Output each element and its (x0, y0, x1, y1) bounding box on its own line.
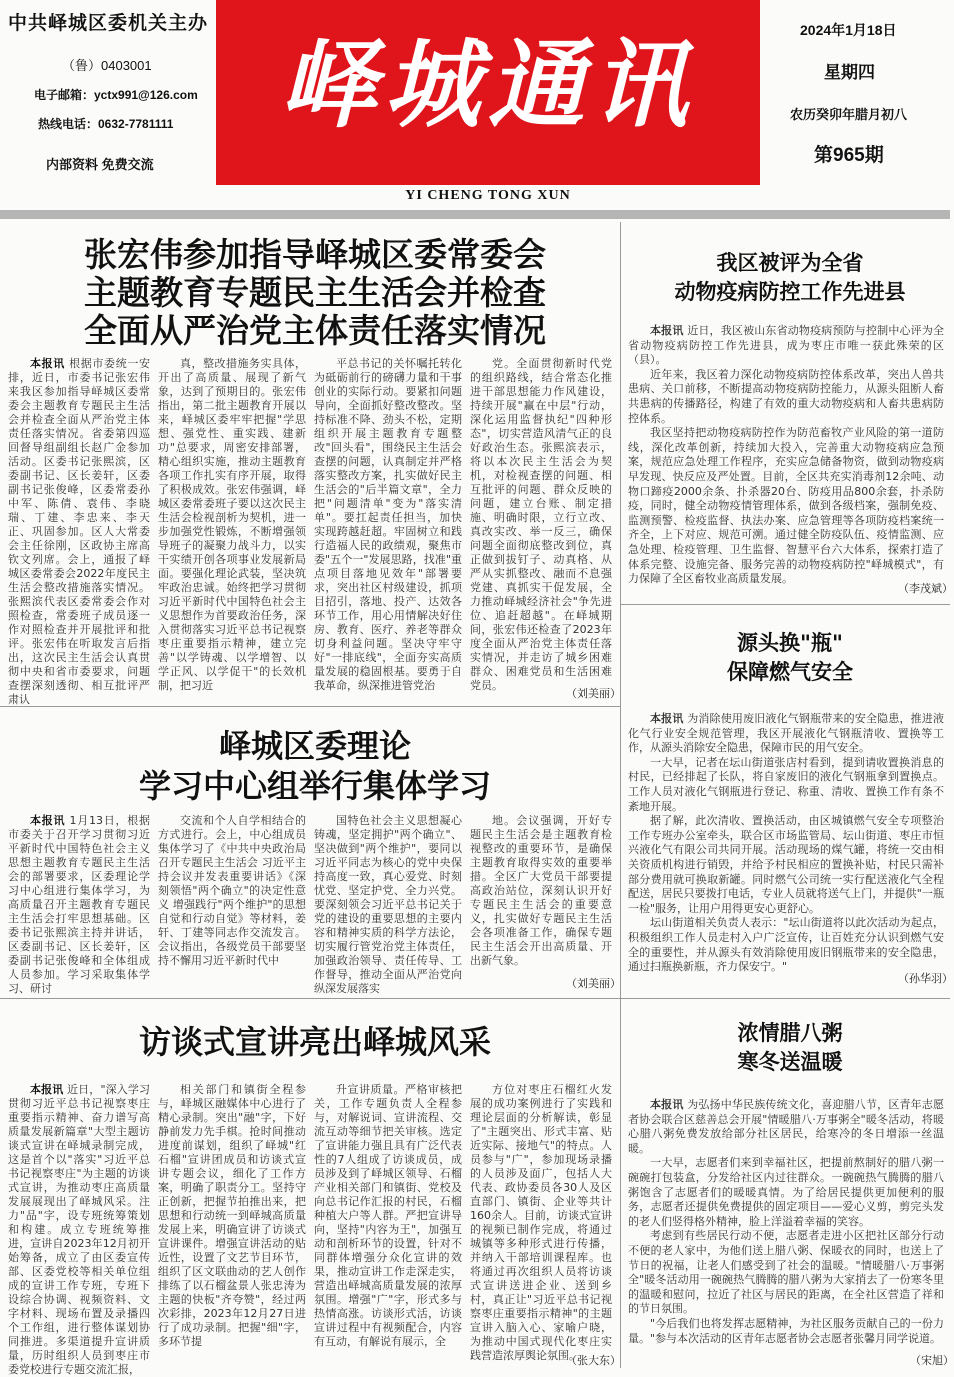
newspaper-pinyin: YI CHENG TONG XUN (405, 188, 571, 203)
article-body: 本报讯 近日，我区被山东省动物疫病预防与控制中心评为全省动物疫病防控工作先进县，成为枣庄市唯一获此殊荣的区（县）。 近年来，我区着力深化动物疫病防控体系改革，突出人兽共患病、关口前移，不断提高动物疫病防控能力，从源头阻断人畜共患病的传播路径，构建了有效的重大动物疫病和人畜共患病防控体系。 我区坚持把动物疫病防控作为防范畜牧产业风险的第一道防线，深化改革创新，持续加大投入，完善重大动物疫病应急预案，规范应急处理工作程序，充实应急储备物资，做到动物疫病早发现、快反应及严处置。目前，全区共充实消毒剂12余吨、动物口蹄疫2000余条、扑杀器20台、防疫用品800余套，扑杀防疫，同时，健全动物疫情管理体系，做到各级档案，强制免疫、监测预警、检疫监督、执法办案、应急管理等各项防疫档案统一齐全，上下对应、规范可溯。通过健全防疫队伍、疫情监测、应急处理、检疫管理、卫生监督、智慧平台六大体系，探索打造了体系完整、设施完备、服务完善的动物疫病防控"峄城模式"，有力保障了全区畜牧业高质量发展。 (628, 324, 945, 586)
internal-notice: 内部资料 免费交流 (46, 157, 154, 172)
section-divider (621, 604, 950, 605)
organizer-label: 中共峄城区委机关主办 (8, 12, 209, 34)
section-divider (0, 998, 620, 999)
article-byline: （李茂斌） (898, 582, 953, 595)
section-divider (621, 998, 950, 999)
masthead-flag (216, 0, 760, 185)
article-headline: 浓情腊八粥 寒冬送温暖 (737, 1020, 843, 1074)
article-column: 本报讯 根据市委统一安排，近日，市委书记张宏伟来我区参加指导峄城区委常委会主题教育专题民主生活会并检查全面从严治党主体责任落实情况。省委第四巡回督导组副组长赵广金参加活动。区委书记张熙滨，区委副书记、区长姜轩，区委副书记张俊峰，区委常委孙中军、陈倩、袁伟、李晓瑞、丁建、李忠来、李天正、巩固参加。区人大常委会主任徐刚，区政协主席高钦文列席。会上，通报了峄城区委常委会2022年度民主生活会整改措施落实情况。张熙滨代表区委常委会作对照检查，常委班子成员逐一作对照检查并开展批评和批评。张宏伟在听取发言后指出，这次民主生活会认真贯彻中央和省市委要求，问题查摆深刻透彻、相互批评严肃认 (8, 357, 151, 706)
article-column: 本报讯 1月13日，根据市委关于召开学习贯彻习近平新时代中国特色社会主义思想主题教育专题民主生活会的部署要求，区委理论学习中心组进行集体学习，为高质量召开主题教育专题民主生活会打牢思想基础。区委书记张熙滨主持并讲话，区委副书记、区长姜轩，区委副书记张俊峰和全体组成人员参加。学习采取集体学习、研讨 (8, 814, 150, 995)
article-column: 国特色社会主义思想凝心铸魂，坚定拥护"两个确立"、坚决做到"两个维护"，要同以习近平同志为核心的党中央保持高度一致，真心爱党、时刻忧党、坚定护党、全力兴党。要深刻领会习近平总书记关于党的建设的重要思想的主要内容和精神实质的科学方法论，切实履行管党治党主体责任，加强政治领导、责任传导、工作督导，推动全面从严治党向纵深发展落实 (314, 814, 462, 995)
article-column: 本报讯 近日，"深入学习贯彻习近平总书记视察枣庄重要指示精神、奋力谱写高质量发展新篇章"大型主题访谈式宣讲在峄城录制完成，这是首个以"落实"习近平总书记视察枣庄"为主题的访谈式宣讲，为推动枣庄高质量发展展现出了峄城风采。注力"品"字，设专班统筹策划和构建。成立专班统筹推进，宣讲自2023年12月初开始筹备，成立了由区委宣传部、区委党校等相关单位组成的宣讲工作专班，专班下设综合协调、视频资料、文字材料、现场布置及录播四个工作组，进行整体谋划协同推进。多渠道提升宣讲质量，历时组织人员到枣庄市委党校进行专题交流汇报， (8, 1083, 151, 1376)
masthead-divider (0, 210, 950, 219)
article-column: 地。会议强调，开好专题民主生活会是主题教育检视整改的重要环节，是确保主题教育取得实效的重要举措。全区广大党员干部要提高政治站位，深刻认识开好专题民主生活会的重要意义，扎实做好专题民主生活会各项准备工作，确保专题民主生活会开出高质量、开出新气象。 (470, 814, 612, 967)
issue-weekday: 星期四 (824, 63, 875, 82)
article-headline: 峄城区委理论 学习中心组举行集体学习 (138, 727, 491, 805)
issue-date: 2024年1月18日 (800, 22, 897, 38)
section-divider (0, 706, 620, 707)
publication-number: （鲁）0403001 (62, 58, 152, 73)
article-headline: 访谈式宣讲亮出峄城风采 (138, 1023, 491, 1061)
column-divider (620, 222, 621, 1368)
article-headline: 源头换"瓶" 保障燃气安全 (727, 630, 853, 684)
lunar-date: 农历癸卯年腊月初八 (790, 107, 908, 122)
article-column: 交流和个人自学相结合的方式进行。会上，中心组成员集体学习了《中共中央政治局召开专题民主生活会 习近平主持会议并发表重要讲话》《深刻领悟"两个确立"的决定性意义 增强践行"两个维护"的思想自觉和行动自觉》等材料，姜轩、丁建等同志作交流发言。会议指出，各级党员干部要坚持不懈用习近平新时代中 (158, 814, 306, 967)
article-column: 相关部门和镇街全程参与，峄城区融媒体中心进行了精心录制。突出"融"字，下好静前发力先手棋。抢时间推动进度前谋划，组织了峄城"红石榴"宣讲团成员和访谈式宣讲专题会议，细化了工作方案，明确了职责分工。坚持守正创新，把握节拍推出来，把思想和行动统一到峄城高质量发展上来，明确宣讲了访谈式宣讲课件。增强宣讲活动的贴近性，设置了文艺节目环节，组织了区文联曲动的艺人创作排练了以石榴盆景人张忠涛为主题的快板"齐夸赞"，经过两次彩排，2023年12月27日进行了成功录制。把握"细"字，多环节提 (158, 1083, 306, 1348)
issue-number: 第965期 (814, 145, 884, 166)
article-byline: （张大东） (566, 1354, 621, 1367)
newspaper-title: 峄城通讯 (280, 28, 696, 141)
article-body: 本报讯 为弘扬中华民族传统文化，喜迎腊八节，区青年志愿者协会联合区慈善总会开展"情暖腊八·万事粥全"暖冬活动，将暖心腊八粥免费发放给部分社区居民，给寒冷的冬日增添一丝温暖。 一大早，志愿者们来到幸福社区，把提前熬制好的腊八粥一碗碗打包装盒，分发给社区内过往群众。一碗碗热气腾腾的腊八粥饱含了志愿者们的暖暖真情。为了给居民提供更加便利的服务，志愿者还提供免费提供的固定项目——爱心义剪，剪完头发的老人们竖得格外精神，脸上洋溢着幸福的笑容。 考虑到有些居民行动不便，志愿者走进小区把社区部分行动不便的老人家中，为他们送上腊八粥、保暖衣的同时，也送上了节日的祝福，让老人们感受到了社会的温暖。"情暖腊八·万事粥全"暖冬活动用一碗碗热气腾腾的腊八粥为大家捎去了一份寒冬里的温暖和慰问，拉近了社区与居民的距离，在全社区营造了祥和的节日氛围。 "今后我们也将发挥志愿精神，为社区服务贡献自己的一份力量。"参与本次活动的区青年志愿者协会志愿者张馨月同学说道。 (628, 1098, 945, 1345)
hotline-info: 热线电话：0632-7781111 (38, 117, 174, 131)
article-byline: （刘美丽） (566, 687, 621, 700)
article-column: 升宣讲质量。严格审核把关，工作专题负责人全程参与，对解说词、宣讲流程、交流互动等细节把关审核。选定了宣讲能力强且具有广泛代表性的7人组成了访谈成员，成员涉及到了峄城区领导、石榴产业相关部门和镇街、党校及向总书记作汇报的村民，石榴种植大户等人群。严把宣讲导向，坚持"内容为王"，加强互动和剖析环节的设置，针对不同群体增强分众化宣讲的效果，推动宣讲工作走深走实，营造出峄城高质量发展的浓厚氛围。增强"广"字，形式多与热情高涨。访谈形式活，访谈宣讲过程中有视频配合，内容有互动，有解说有展示，全 (314, 1083, 462, 1348)
article-column: 方位对枣庄石榴红火发展的成功案例进行了实践和理论层面的分析解读，彰显了"主题突出、形式丰富、贴近实际、接地气"的特点。人员参与"广"，参加现场录播的人员涉及面广，包括人大代表、政协委员各30人及区直部门、镇街、企业等共计160余人。目前，访谈式宣讲的视频已制作完成，将通过城镇等多种形式进行传播，并纳入干部培训课程库。也将通过再次组织人员将访谈式宣讲送进企业、送到乡村，真正让"习近平总书记视察枣庄重要指示精神"的主题宣讲入脑入心、家喻户晓，为推动中国式现代化枣庄实践营造浓厚舆论氛围。 (470, 1083, 612, 1362)
article-column: 真，整改措施务实具体，开出了高质量、展现了新气象，达到了预期目的。张宏伟指出，第二批主题教育开展以来，峄城区委牢牢把握"学思想、强党性、重实践、建新功"总要求，周密安排部署，精心组织实施，推动主题教育各项工作扎实有序开展，取得了积极成效。张宏伟强调，峄城区委常委班子要以这次民主生活会检视剖析为契机，进一步加强党性锻炼，不断增强领导班子的凝聚力战斗力，以实干实绩开创各项事业发展新局面。要强化理论武装，坚决筑牢政治忠诚。始终把学习贯彻习近平新时代中国特色社会主义思想作为首要政治任务，深入贯彻落实习近平总书记视察枣庄重要指示精神，建立完善"以学铸魂、以学增智、以学正风、以学促干"的长效机制，把习近 (158, 357, 306, 692)
email-info: 电子邮箱：yctx991@126.com (34, 88, 198, 102)
article-byline: （孙华羽） (898, 972, 953, 985)
article-body: 本报讯 为消除使用废旧液化气钢瓶带来的安全隐患，推进液化气行业安全规范管理，我区开展液化气钢瓶清收、置换等工作，从源头消除安全隐患，保障市民的用气安全。 一大早，记者在坛山街道张店村看到，提到请收置换消息的村民，已经排起了长队，将自家废旧的液化气钢瓶拿到置换点。工作人员对液化气钢瓶进行登记、称重、清收、置换工作有条不紊地开展。 据了解，此次清收、置换活动，由区城镇燃气安全专项整治工作专班办公室牵头，联合区市场监管局、坛山街道、枣庄市恒兴液化气有限公司共同开展。活动现场的煤气罐，将统一交由相关资质机构进行销毁，并给予村民相应的置换补贴，村民只需补部分费用就可换取新罐。同时燃气公司统一实行配送液化气全程配送，居民只要拨打电话，专业人员就将送气上门，并提供"一瓶一检"服务，让用户用得更安心更舒心。 坛山街道相关负责人表示："坛山街道将以此次活动为起点，积极组织工作人员走村入户广泛宣传，让百姓充分认识到燃气安全的重要性，并从源头有效消除使用废旧钢瓶带来的安全隐患，通过扫瓶换新瓶，齐力保安宁。" (628, 712, 945, 974)
article-headline: 我区被评为全省 动物疫病防控工作先进县 (674, 250, 906, 304)
article-headline: 张宏伟参加指导峄城区委常委会 主题教育专题民主生活会并检查 全面从严治党主体责任落实情况 (84, 235, 546, 350)
article-column: 平总书记的关怀嘱托转化为砥砺前行的磅礴力量和干事创业的实际行动。要紧扣问题导向，全面抓好整改整改。坚持标准不降、劲头不松，定期组织开展主题教育专题整改"回头看"，围绕民主生活会查摆的问题，认真制定并严格落实整改方案，扎实做好民主生活会的"后半篇文章"，全力把"问题清单"变为"落实清单"。要扛起责任担当，加快实现跨越赶超。牢固树立和践行造福人民的政绩观，聚焦市委"五个一"发展思路，找准"重点项目落地见效年"部署要求，突出社区村级建设，抓项目招引，落地、投产、达效各环节工作，用心用情解决好住房、教育、医疗、养老等群众切身利益问题。坚决守牢守好"一排底线"，全面夯实高质量发展的稳固根基。要勇于自我革命，纵深推进管党治 (314, 357, 462, 692)
article-byline: （宋旭） (910, 1354, 954, 1367)
article-column: 党。全面贯彻新时代党的组织路线，结合常态化推进干部思想能力作风建设，持续开展"赢在中层"行动，深化运用监督执纪"四种形态"，切实营造风清气正的良好政治生态。张熙滨表示，将以本次民主生活会为契机，对检视查摆的问题、相互批评的问题、群众反映的问题，建立台账、制定措施、明确时限，立行立改、真改实改、举一反三，确保问题全面彻底整改到位，真正做到拔钉子、动真格、从严从实抓整改、融而不息强党建、真抓实干促发展，全力推动峄城经济社会"争先进位、追赶超越"。在峄城期间，张宏伟还检查了2023年度全面从严治党主体责任落实情况，并走访了城乡困难群众、困难党员和生活困难党员。 (470, 357, 612, 692)
article-byline: （刘美丽） (566, 977, 621, 990)
